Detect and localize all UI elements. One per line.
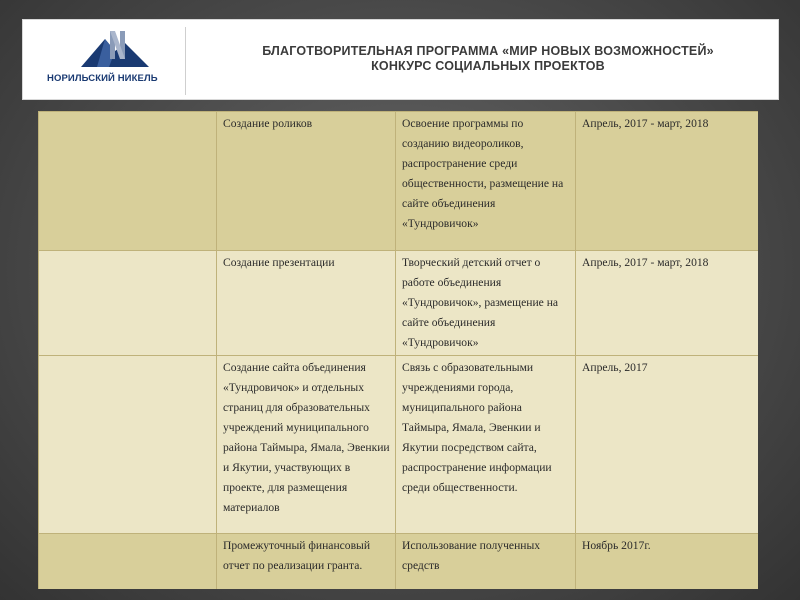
- table-cell-number: [39, 534, 217, 590]
- table-cell-number: [39, 112, 217, 251]
- header-banner: [22, 19, 779, 100]
- table-row: [39, 356, 759, 534]
- logo-text: НОРИЛЬСКИЙ НИКЕЛЬ: [47, 73, 158, 84]
- table-cell-description: Связь с образовательными учреждениями города, муниципального района Таймыра, Ямала, Эвенкии и Якутии посредством сайта, распространение информации среди общественности.: [396, 356, 576, 534]
- table-cell-description: Использование полученных средств: [396, 534, 576, 590]
- company-logo: [37, 27, 186, 95]
- table-row: [39, 251, 759, 356]
- table-cell-period: Апрель, 2017 - март, 2018: [576, 112, 759, 251]
- table-row: [39, 534, 759, 590]
- contest-title: КОНКУРС СОЦИАЛЬНЫХ ПРОЕКТОВ: [371, 59, 605, 73]
- table-cell-period: Ноябрь 2017г.: [576, 534, 759, 590]
- table-cell-activity: Создание сайта объединения «Тундровичок» и отдельных страниц для образовательных учреждений муниципального района Таймыра, Ямала, Эвенкии и Якутии, участвующих в проекте, для размещения материалов: [217, 356, 396, 534]
- table-cell-activity: Создание роликов: [217, 112, 396, 251]
- table-cell-number: [39, 356, 217, 534]
- schedule-table: [38, 111, 758, 589]
- table-cell-period: Апрель, 2017: [576, 356, 759, 534]
- table-cell-period: Апрель, 2017 - март, 2018: [576, 251, 759, 356]
- header-titles: [213, 44, 763, 74]
- table-row: [39, 112, 759, 251]
- table-cell-number: [39, 251, 217, 356]
- norilsk-nickel-logo-icon: [79, 29, 151, 69]
- schedule-table-container: [38, 111, 758, 589]
- table-cell-activity: Создание презентации: [217, 251, 396, 356]
- program-title: БЛАГОТВОРИТЕЛЬНАЯ ПРОГРАММА «МИР НОВЫХ ВОЗМОЖНОСТЕЙ»: [262, 44, 714, 58]
- table-cell-description: Освоение программы по созданию видеороликов, распространение среди общественности, размещение на сайте объединения «Тундровичок»: [396, 112, 576, 251]
- table-cell-activity: Промежуточный финансовый отчет по реализации гранта.: [217, 534, 396, 590]
- table-cell-description: Творческий детский отчет о работе объединения «Тундровичок», размещение на сайте объединения «Тундровичок»: [396, 251, 576, 356]
